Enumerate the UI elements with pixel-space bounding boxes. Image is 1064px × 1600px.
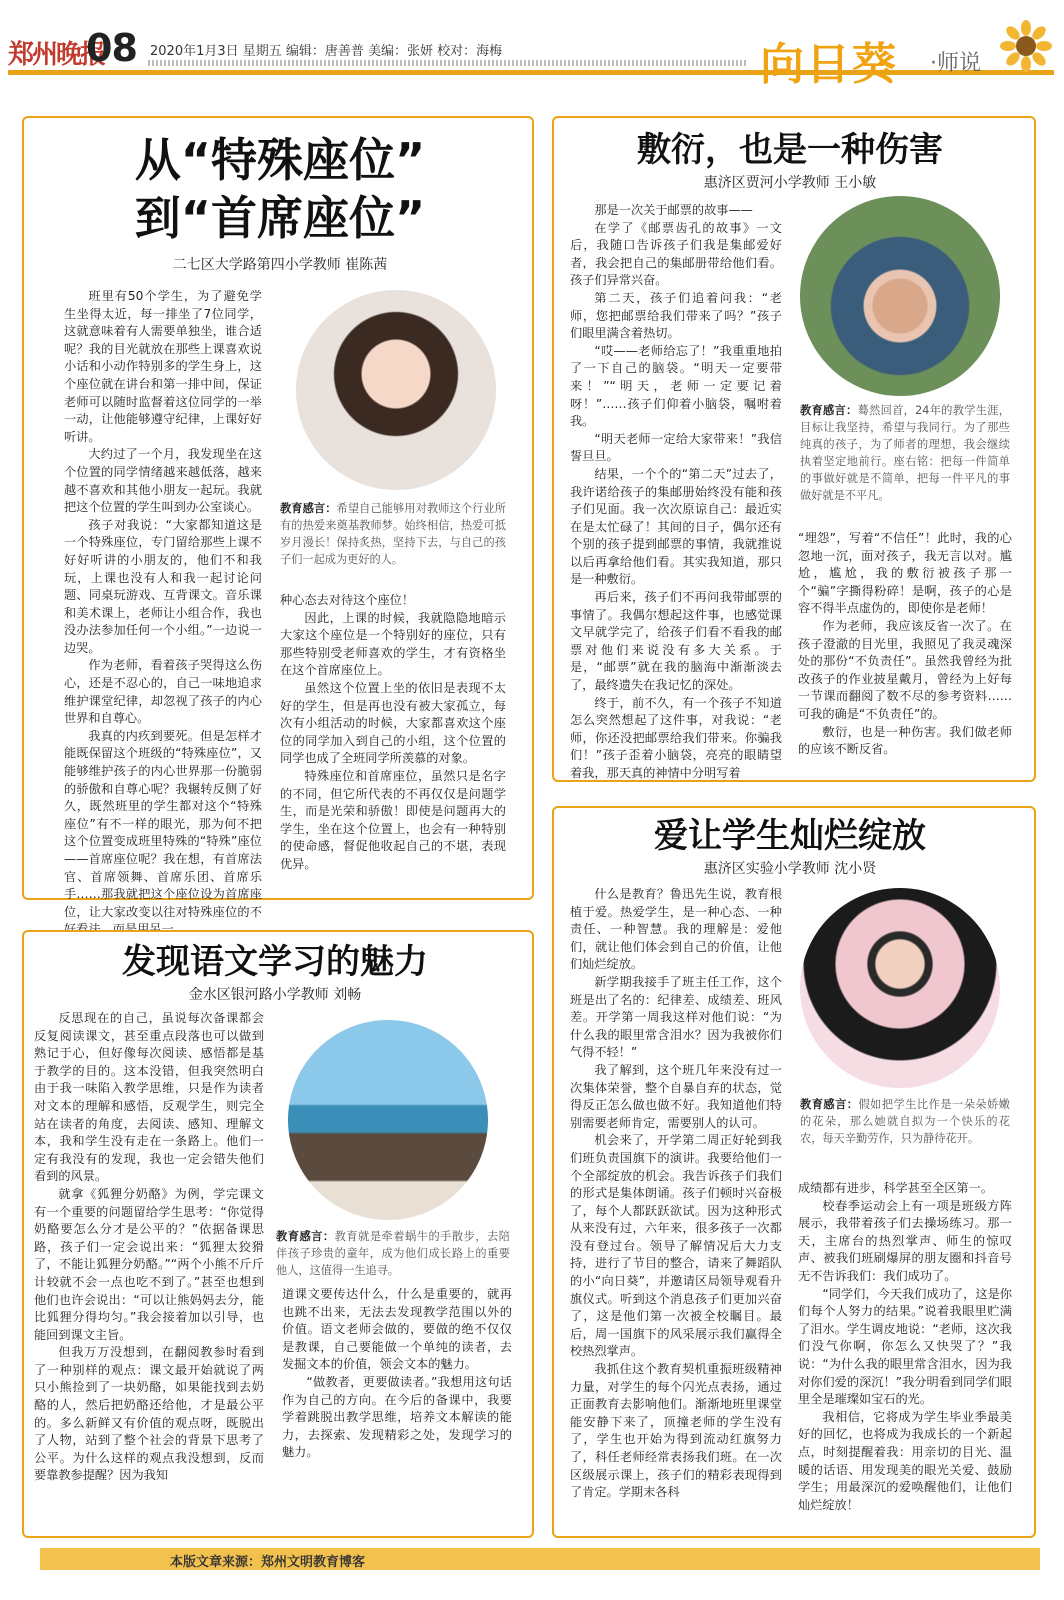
teacher-photo-2: [800, 196, 1000, 396]
sunflower-icon: [1000, 20, 1052, 72]
article-4-motto: 教育感言：假如把学生比作是一朵朵娇嫩的花朵，那么她就自拟为一个快乐的花农，每天辛勤劳作，只为静待花开。: [800, 1098, 1010, 1145]
article-1-body-left: 班里有50个学生，为了避免学生坐得太近，每一排坐了7位同学，这就意味着有人需要单独坐，谁合适呢？我的目光就放在那些上课喜欢说小话和小动作特别多的学生身上，这个座位就在讲台和第一排中间，保证老师可以随时监督着这位同学的一举一动，让他能够遵守纪律，上课好好听讲。 大约过了一个月，我发现坐在这个位置的同学情绪越来越低落，越来越不喜欢和其他小朋友一起玩。我就把这个位置的学生叫到办公室谈心。 孩子对我说：“大家都知道这是一个特殊座位，专门留给那些上课不好好听讲的小朋友的，他们不和我玩，上课也没有人和我一起讨论问题、同桌玩游戏、互背课文。音乐课和美术课上，老师让小组合作，我也没办法参加任何一个小组。”一边说一边哭。 作为老师，看着孩子哭得这么伤心，还是不忍心的，自己一味地追求维护课堂纪律，却忽视了孩子的内心世界和自尊心。 我真的内疚到要死。但是怎样才能既保留这个班级的“特殊座位”，又能够维护孩子的内心世界那一份脆弱的骄傲和自尊心呢？我辗转反侧了好久，既然班里的学生都对这个“特殊座位”有不一样的眼光，那为何不把这个位置变成班里特殊的“特殊”座位——首席座位呢？我在想，有首席法官、首席领舞、首席乐团、首席乐手……那我就把这个座位设为首席座位，让大家改变以往对特殊座位的不: [64, 289, 262, 919]
column-subtitle: ·师说: [930, 51, 981, 76]
article-2-motto: 教育感言：蓦然回首，24年的教学生涯，目标让我坚持，希望与我同行。为了那些纯真的孩子，为了师者的理想，我会继续执着坚定地前行。座右铭：把每一件简单的事做好就是不简单，把每一件平凡的事做好就是不平凡。: [800, 404, 1010, 502]
article-1-title-line2: 到“首席座位”: [134, 191, 426, 245]
article-4-title: 爱让学生灿烂绽放: [654, 816, 926, 856]
article-4-byline: 惠济区实验小学教师 沈小贤: [703, 861, 877, 877]
article-2-byline: 惠济区贾河小学教师 王小敏: [703, 175, 877, 191]
article-4-body-left: 什么是教育？鲁迅先生说，教育根植于爱。热爱学生，是一种心态、一种责任、一种智慧。我的理解是：爱他们，就让他们体会到自己的价值，让他们灿烂绽放。 新学期我接手了班主任工作，这个班是出了名的：纪律差、成绩差、班风差。开学第一周我这样对他们说：“为什么我的眼里常含泪水？因为我被你们气得不轻！” 我了解到，这个班几年来没有过一次集体荣誉，整个自暴自弃的状态，觉得反正怎么做也做不好。我知道他们特别需要老师肯定，需要别人的认可。 机会来了，开学第二周正好轮到我们班负责国旗下的演讲。我要给他们一个全部绽放的机会。我告诉孩子们我们的形式是集体朗诵。孩子们顿时兴奋极了，每个人都跃跃欲试。因为这种形式从来没有过，六年来，很多孩子一次都没有登过台。领导了解情况后大力支持，进行了节目的整合，请来了舞蹈队的小“向日葵”，并邀请区局领导观看升旗仪式。听到这个消息孩子们更加兴奋了，这是他们第一次被全校瞩目。最后，周一国旗下的风采展示我们赢得全校热烈掌声。 我抓住这个教育契机重振班级精神力量，对学生的每个闪光点表扬，通过正面教育去影响他们。渐渐地班里课堂能安静下来了，顶撞老师的学生没有了，学生也开始为得到流动红旗努力了，科任老师经常表扬我们班。在一次区级展示课上，孩子们的精彩表现得到了肯定。学期末各科: [570, 887, 782, 1500]
article-1-motto: 教育感言：希望自己能够用对教师这个行业所有的热爱来奠基教师梦。始终相信，热爱可抵岁月漫长！保持炙热，坚持下去，与自己的孩子们一起成为更好的人。: [280, 502, 506, 566]
newspaper-masthead: 郑州晚报: [8, 40, 105, 70]
article-2-body-right: “埋怨”，写着“不信任”！此时，我的心忽地一沉，面对孩子，我无言以对。尴尬，尴尬，我的敷衍被孩子那一个“骗”字撕得粉碎！是啊，孩子的心是容不得半点虚伪的，即使你是老师！ 作为老师，我应该反省一次了。在孩子澄澈的目光里，我照见了我灵魂深处的那份“不负责任”。虽然我曾经为批改孩子的作业披星戴月，曾经为上好每一节课而翻阅了数不尽的参考资料……可我的确是“不负责任”的。 敷衍，也是一种伤害。我们做老师的应该不断反省。: [798, 531, 1012, 757]
article-1-title-line1: 从“特殊座位”: [134, 133, 426, 187]
issue-info: 2020年1月3日 星期五 编辑：唐善普 美编：张妍 校对：海梅: [150, 44, 503, 59]
article-4-body-right: 成绩都有进步，科学甚至全区第一。 校春季运动会上有一项是班级方阵展示，我带着孩子们去操场练习。那一天，主席台的热烈掌声、师生的惊叹声、被我们班刷爆屏的朋友圈和抖音号无不告诉我们：我们成功了。 “同学们，今天我们成功了，这是你们每个人努力的结果。”说着我眼里贮满了泪水。学生调皮地说：“老师，这次我们没气你啊，你怎么又快哭了？”我说：“为什么我的眼里常含泪水，因为我对你们爱的深沉！”我分明看到同学们眼里全是璀璨如宝石的光。 我相信，它将成为学生毕业季最美好的回忆，也将成为我成长的一个新起点，时刻提醒着我：用亲切的目光、温暖的话语、用发现美的眼光关爱、鼓励学生；用最深沉的爱唤醒他们，让他们灿烂绽放！: [798, 1181, 1012, 1512]
article-3-body-left: 反思现在的自己，虽说每次备课都会反复阅读课文，甚至重点段落也可以做到熟记于心，但好像每次阅读、感悟都是基于教学的目的。这本没错，但我突然明白由于我一味陷入教学思维，只是作为读者对文本的理解和感悟，反观学生，则完全站在读者的角度，去阅读、感知、理解文本，我和学生没有走在一条路上。他们一定有我没有的发现，我也一定会错失他们看到的风景。 就拿《狐狸分奶酪》为例，学完课文有一个重要的问题留给学生思考：“你觉得奶酪要怎么分才是公平的？”依据备课思路，孩子们一定会说出来：“狐狸太狡猾了，不能让狐狸分奶酪。”“两个小熊不斤斤计较就不会一点也吃不到了。”甚至也想到他们也许会说出：“可以让熊妈妈去分，能比狐狸分得均匀。”我会接着加以引导，也能回到课文主旨。 但我万万没想到，在翻阅教参时看到了一种别样的观点：课文最开始就说了两只小熊捡到了一块奶酪，如果能找到去奶酪的人，然后把奶酪还给他，才是最公平的。多么新鲜又有价值的观点呀，既脱出了人物，站到了整个社会的背景下思考了公平。为什么这样的观点我没想到，反而要靠教参提醒？因为我知: [34, 1011, 264, 1483]
article-3-motto: 教育感言：教育就是牵着蜗牛的手散步，去陪伴孩子珍贵的童年，成为他们成长路上的重要他人，这值得一生追寻。: [276, 1230, 510, 1277]
article-2-title: 敷衍，也是一种伤害: [637, 130, 943, 170]
article-3-title: 发现语文学习的魅力: [122, 942, 428, 982]
teacher-photo-3: [288, 1020, 488, 1220]
article-1-body-right: 种心态去对待这个座位！ 因此，上课的时候，我就隐隐地暗示大家这个座位是一个特别好的座位，只有那些特别受老师喜欢的学生，才有资格坐在这个首席座位上。 虽然这个位置上坐的依旧是表现不太好的学生，但是再也没有被大家孤立，每次有小组活动的时候，大家都喜欢这个座位的同学加入到自己的小组，这个位置的同学也成了全班同学所羡慕的对象。 特殊座位和首席座位，虽然只是名字的不同，但它所代表的不再仅仅是问题学生，而是光荣和骄傲！即使是问题再大的学生，坐在这个位置上，也会有一种特别的使命感，督促他收起自己的不堪，表现优异。: [280, 593, 506, 871]
column-title: 向日葵: [760, 39, 898, 90]
page-number: 08: [86, 26, 137, 70]
article-3-byline: 金水区银河路小学教师 刘畅: [188, 987, 362, 1003]
article-3-body-right: 道课文要传达什么，什么是重要的，就再也跳不出来，无法去发现教学范围以外的价值。语文老师会做的，要做的绝不仅仅是教课，自己要能做一个单纯的读者，去发掘文本的价值，领会文本的魅力。 “做教者，更要做读者。”我想用这句话作为自己的方向。在今后的备课中，我要学着跳脱出教学思维，培养文本解读的能力，去探索、发现精彩之处，发现学习的魅力。: [282, 1287, 512, 1460]
article-2-body-left: 那是一次关于邮票的故事—— 在学了《邮票齿孔的故事》一文后，我随口告诉孩子们我是集邮爱好者，我会把自己的集邮册带给他们看。孩子们异常兴奋。 第二天，孩子们追着问我：“老师，您把邮票给我们带来了吗？”孩子们眼里满含着热切。 “哎——老师给忘了！”我重重地拍了一下自己的脑袋。“明天一定要带来！”“明天，老师一定要记着呀！”……孩子们仰着小脑袋，嘱咐着我。 “明天老师一定给大家带来！”我信誓旦旦。 结果，一个个的“第二天”过去了，我许诺给孩子的集邮册始终没有能和孩子们见面。我一次次原谅自己：最近实在是太忙碌了！其间的日子，偶尔还有个别的孩子提到邮票的事情，我就推说以后再拿给他们看。其实我知道，那只是一种敷衍。 再后来，孩子们不再问我带邮票的事情了。我偶尔想起这件事，也感觉课文早就学完了，给孩子们看不看我的邮票对他们来说没有多大关系。于是，“邮票”就在我的脑海中渐渐淡去了，最终遗失在我记忆的深处。 终于，前不久，有一个孩子不知道怎么突然想起了这件事，对我说：“老师，你还没把邮票给我们带来。你骗我们！”孩子歪着小脑袋，亮亮的眼睛望着我，那天真的神情中分明写着: [570, 203, 782, 780]
header-rule-dotted: [148, 60, 748, 66]
footer-source: 本版文章来源：郑州文明教育博客: [170, 1555, 366, 1570]
teacher-photo-4: [800, 888, 1000, 1088]
article-1-byline: 二七区大学路第四小学教师 崔陈茜: [172, 257, 388, 273]
teacher-photo-1: [296, 290, 496, 490]
